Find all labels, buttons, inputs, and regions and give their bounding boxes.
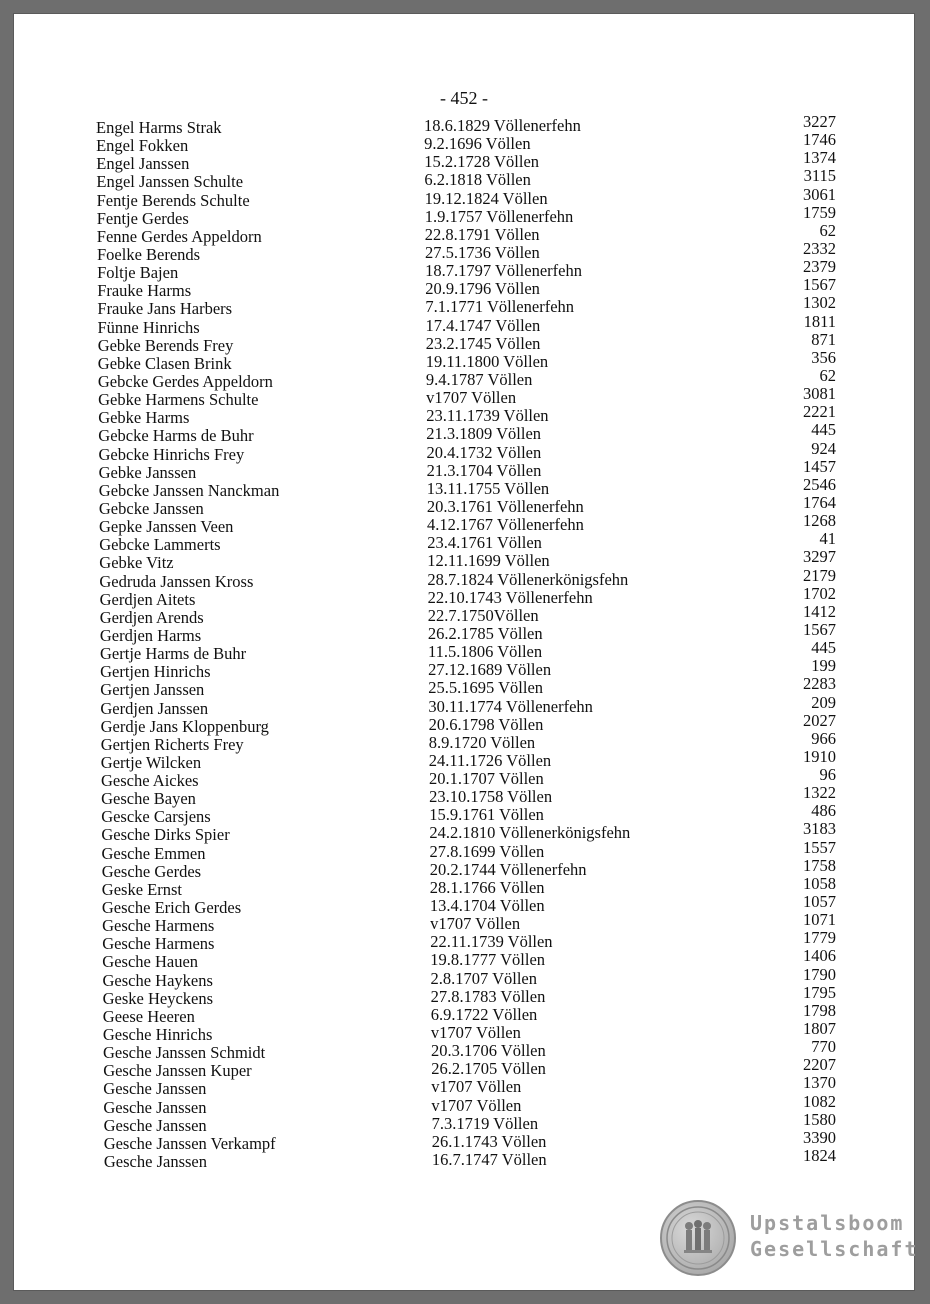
entry-number: 3183 <box>803 819 836 839</box>
entry-name: Gesche Harmens <box>102 916 215 936</box>
entry-date-place: v1707 Völlen <box>430 914 521 934</box>
entry-date-place: 20.3.1706 Völlen <box>431 1041 546 1061</box>
register-entry <box>103 1109 836 1135</box>
entry-name: Gescke Carsjens <box>101 807 211 827</box>
register-entry <box>98 492 836 518</box>
entry-name: Gesche Aickes <box>101 771 199 791</box>
entry-number: 1567 <box>803 275 836 295</box>
entry-name: Gesche Dirks Spier <box>101 825 230 845</box>
document-page <box>14 14 919 1290</box>
register-entry <box>97 347 836 373</box>
entry-name: Gerdjen Arends <box>99 607 204 627</box>
entry-date-place: 13.4.1704 Völlen <box>429 896 545 916</box>
entry-number: 1457 <box>803 456 836 476</box>
entry-number: 62 <box>819 365 836 385</box>
entry-date-place: 20.4.1732 Völlen <box>426 442 542 462</box>
register-entry <box>103 1127 836 1153</box>
entry-number: 1790 <box>803 964 836 984</box>
entry-number: 871 <box>811 329 836 349</box>
entry-number: 1058 <box>803 873 836 893</box>
entry-name: Gebke Berends Frey <box>97 335 234 355</box>
entry-date-place: 15.9.1761 Völlen <box>429 805 544 825</box>
entry-name: Geese Heeren <box>102 1006 195 1026</box>
register-entry <box>98 456 836 482</box>
entry-number: 2332 <box>803 238 836 258</box>
register-entry <box>96 166 836 192</box>
entry-name: Gertje Harms de Buhr <box>100 644 247 664</box>
society-logo <box>660 1200 919 1280</box>
entry-name: Fünne Hinrichs <box>97 317 200 337</box>
entry-number: 1082 <box>803 1091 836 1111</box>
register-entry <box>97 311 837 337</box>
register-entry <box>99 529 836 555</box>
entry-number: 1322 <box>803 783 836 803</box>
register-entry <box>103 1055 836 1081</box>
register-entry <box>98 402 836 428</box>
entry-date-place: 23.11.1739 Völlen <box>426 406 549 426</box>
entry-date-place: 9.4.1787 Völlen <box>425 369 533 389</box>
register-entry <box>100 728 836 754</box>
register-entry <box>99 565 836 591</box>
entry-name: Gebcke Janssen <box>98 498 204 518</box>
entry-name: Gertje Wilcken <box>100 752 202 772</box>
entry-date-place: 30.11.1774 Völlenerfehn <box>428 696 593 716</box>
entry-date-place: 22.11.1739 Völlen <box>430 932 553 952</box>
entry-number: 1567 <box>803 619 836 639</box>
register-entry <box>99 583 836 609</box>
entry-number: 96 <box>819 765 836 785</box>
entry-name: Engel Harms Strak <box>96 118 222 137</box>
entry-date-place: 22.8.1791 Völlen <box>424 224 540 244</box>
entry-number: 1412 <box>803 601 836 621</box>
entry-number: 1779 <box>803 928 836 948</box>
entry-date-place: 13.11.1755 Völlen <box>426 478 550 498</box>
register-entry <box>98 384 836 410</box>
entry-number: 1406 <box>803 946 836 966</box>
entry-name: Gerdjen Janssen <box>100 698 209 718</box>
entry-name: Frauke Jans Harbers <box>97 299 233 319</box>
entry-name: Gebcke Lammerts <box>99 535 221 555</box>
entry-date-place: 27.12.1689 Völlen <box>428 660 552 680</box>
entry-number: 1795 <box>803 982 836 1002</box>
register-entry <box>97 293 836 319</box>
entry-number: 199 <box>811 656 836 676</box>
register-entry <box>96 202 836 228</box>
entry-name: Geske Heyckens <box>102 988 214 1008</box>
entry-number: 445 <box>811 420 836 440</box>
entry-name: Gesche Janssen Schmidt <box>103 1043 266 1063</box>
register-entry <box>100 656 836 682</box>
entry-date-place: 24.11.1726 Völlen <box>428 750 552 770</box>
entry-name: Gepke Janssen Veen <box>99 517 234 537</box>
entry-name: Gerdjen Harms <box>99 625 202 645</box>
register-entry <box>96 220 836 246</box>
register-entry <box>101 801 836 827</box>
entry-number: 1824 <box>803 1146 836 1166</box>
entry-date-place: 24.2.1810 Völlenerkönigsfehn <box>429 823 631 843</box>
entry-date-place: v1707 Völlen <box>431 1095 522 1115</box>
entry-name: Engel Fokken <box>96 136 189 156</box>
entry-date-place: 27.8.1699 Völlen <box>429 841 545 861</box>
entry-name: Gertjen Richerts Frey <box>100 734 244 754</box>
entry-date-place: 11.5.1806 Völlen <box>428 642 543 662</box>
entry-number: 2207 <box>803 1055 836 1075</box>
register-entry <box>101 819 836 845</box>
register-entry <box>102 1000 836 1026</box>
entry-date-place: 19.11.1800 Völlen <box>425 351 549 371</box>
entry-number: 2379 <box>803 257 836 277</box>
entry-number: 356 <box>811 347 836 367</box>
entry-name: Gedruda Janssen Kross <box>99 571 254 591</box>
entry-name: Gesche Janssen <box>103 1152 207 1172</box>
register-entry <box>101 855 836 881</box>
entry-name: Gebke Janssen <box>98 462 197 482</box>
entry-name: Gebcke Hinrichs Frey <box>98 444 245 464</box>
register-entry <box>103 1146 836 1172</box>
entry-number: 1370 <box>803 1073 836 1093</box>
entry-name: Gertjen Janssen <box>100 680 205 700</box>
entry-date-place: 6.2.1818 Völlen <box>424 170 531 190</box>
register-entry <box>102 928 836 954</box>
entry-date-place: 26.2.1785 Völlen <box>427 623 543 643</box>
register-entry <box>98 474 836 500</box>
entry-date-place: 18.7.1797 Völlenerfehn <box>425 261 582 281</box>
entry-name: Gebcke Gerdes Appeldorn <box>97 371 273 391</box>
entry-number: 486 <box>811 801 836 821</box>
entry-date-place: v1707 Völlen <box>426 388 517 408</box>
register-entry <box>101 837 837 863</box>
entry-date-place: 27.5.1736 Völlen <box>425 242 540 262</box>
entry-number: 1071 <box>803 910 836 930</box>
entry-number: 62 <box>819 220 836 240</box>
entry-date-place: 17.4.1747 Völlen <box>425 315 541 335</box>
register-entry <box>101 873 836 899</box>
entry-number: 2179 <box>803 565 836 585</box>
entry-number: 1910 <box>803 746 836 766</box>
register-entry <box>99 601 836 627</box>
society-name <box>750 1210 919 1262</box>
entry-name: Gesche Erich Gerdes <box>101 898 242 918</box>
entry-date-place: 23.2.1745 Völlen <box>425 333 541 353</box>
entry-number: 1798 <box>803 1000 836 1020</box>
entry-date-place: 23.4.1761 Völlen <box>427 533 542 553</box>
entry-name: Gebcke Harms de Buhr <box>98 426 254 446</box>
entry-number: 2546 <box>803 474 836 494</box>
entry-date-place: 18.6.1829 Völlenerfehn <box>424 116 581 135</box>
entry-name: Gesche Janssen <box>103 1079 207 1099</box>
entry-date-place: 26.2.1705 Völlen <box>431 1059 546 1079</box>
entry-name: Fentje Gerdes <box>96 208 189 228</box>
entry-date-place: 7.3.1719 Völlen <box>431 1113 539 1133</box>
register-entry <box>99 547 836 573</box>
register-entry <box>101 765 836 791</box>
entry-date-place: 6.9.1722 Völlen <box>430 1004 538 1024</box>
entry-date-place: v1707 Völlen <box>430 1023 521 1043</box>
entry-name: Gesche Harmens <box>102 934 215 954</box>
entry-date-place: 15.2.1728 Völlen <box>424 152 540 172</box>
entry-number: 3390 <box>803 1127 836 1147</box>
entry-name: Gesche Gerdes <box>101 861 202 881</box>
entry-name: Gesche Hinrichs <box>102 1025 213 1045</box>
entry-number: 1811 <box>803 311 836 331</box>
entry-date-place: 21.3.1809 Völlen <box>426 424 542 444</box>
entry-number: 1746 <box>803 130 836 150</box>
entry-number: 209 <box>811 692 836 712</box>
entry-date-place: 19.8.1777 Völlen <box>430 950 546 970</box>
register-list <box>96 112 836 1172</box>
entry-date-place: 8.9.1720 Völlen <box>428 732 536 752</box>
entry-date-place: 12.11.1699 Völlen <box>427 551 550 571</box>
entry-date-place: 20.6.1798 Völlen <box>428 714 544 734</box>
entry-number: 1758 <box>803 855 836 875</box>
entry-number: 2027 <box>803 710 836 730</box>
entry-name: Gebke Harms <box>98 408 190 428</box>
register-entry <box>103 1091 836 1117</box>
entry-number: 3061 <box>803 184 836 204</box>
entry-number: 2283 <box>803 674 836 694</box>
entry-name: Gesche Janssen Verkampf <box>103 1133 276 1153</box>
entry-date-place: 19.12.1824 Völlen <box>424 188 548 208</box>
entry-name: Gesche Bayen <box>101 789 196 809</box>
entry-name: Foltje Bajen <box>97 263 179 283</box>
entry-number: 3081 <box>803 384 836 404</box>
register-entry <box>103 1037 836 1063</box>
entry-number: 3227 <box>803 112 836 131</box>
entry-name: Geske Ernst <box>101 879 182 899</box>
entry-number: 924 <box>811 438 836 458</box>
register-entry <box>102 946 836 972</box>
entry-name: Gertjen Hinrichs <box>100 662 211 682</box>
entry-name: Gebcke Janssen Nanckman <box>98 480 280 500</box>
entry-number: 1302 <box>803 293 836 313</box>
entry-number: 1759 <box>803 202 836 222</box>
entry-date-place: 25.5.1695 Völlen <box>428 678 544 698</box>
entry-date-place: 28.1.1766 Völlen <box>429 877 545 897</box>
entry-number: 1057 <box>803 892 836 912</box>
register-entry <box>98 438 837 464</box>
entry-date-place: 28.7.1824 Völlenerkönigsfehn <box>427 569 629 589</box>
entry-number: 1557 <box>803 837 836 857</box>
entry-name: Gerdjen Aitets <box>99 589 196 609</box>
entry-date-place: 4.12.1767 Völlenerfehn <box>427 515 584 535</box>
entry-date-place: 20.3.1761 Völlenerfehn <box>426 496 584 516</box>
seal-figures-icon <box>662 1202 734 1274</box>
entry-number: 770 <box>811 1037 836 1057</box>
society-name-line2: Gesellschaft <box>750 1237 919 1261</box>
entry-date-place: 16.7.1747 Völlen <box>431 1150 547 1170</box>
register-entry <box>102 964 837 990</box>
entry-number: 1764 <box>803 492 836 512</box>
register-entry <box>97 238 836 264</box>
entry-date-place: 27.8.1783 Völlen <box>430 986 546 1006</box>
entry-name: Frauke Harms <box>97 281 192 301</box>
entry-number: 2221 <box>803 402 836 422</box>
entry-date-place: 22.10.1743 Völlenerfehn <box>427 587 593 607</box>
entry-date-place: 22.7.1750Völlen <box>427 605 539 625</box>
entry-number: 445 <box>811 638 836 658</box>
register-entry <box>102 910 836 936</box>
register-entry <box>100 692 836 718</box>
entry-date-place: v1707 Völlen <box>431 1077 522 1097</box>
entry-name: Engel Janssen Schulte <box>96 172 244 192</box>
entry-number: 1702 <box>803 583 836 603</box>
entry-name: Gesche Janssen <box>103 1097 207 1117</box>
entry-number: 1268 <box>803 511 836 531</box>
register-entry <box>96 112 836 137</box>
entry-date-place: 20.1.1707 Völlen <box>429 769 544 789</box>
register-entry <box>99 619 836 645</box>
entry-date-place: 26.1.1743 Völlen <box>431 1131 547 1151</box>
register-entry <box>100 746 836 772</box>
seal-emblem-icon <box>660 1200 736 1276</box>
register-entry <box>96 148 836 174</box>
entry-date-place: 9.2.1696 Völlen <box>424 134 531 154</box>
entry-name: Fenne Gerdes Appeldorn <box>96 226 262 246</box>
entry-date-place: 20.2.1744 Völlenerfehn <box>429 859 587 879</box>
entry-name: Gebke Vitz <box>99 553 174 573</box>
entry-date-place: 20.9.1796 Völlen <box>425 279 540 299</box>
register-entry <box>100 638 836 664</box>
register-entry <box>97 329 836 355</box>
entry-date-place: 1.9.1757 Völlenerfehn <box>424 206 574 226</box>
entry-name: Gesche Haykens <box>102 970 213 990</box>
entry-name: Gebke Harmens Schulte <box>98 390 259 410</box>
register-entry <box>103 1073 836 1099</box>
entry-name: Fentje Berends Schulte <box>96 190 250 210</box>
entry-number: 1807 <box>803 1019 836 1039</box>
register-entry <box>101 892 836 918</box>
entry-number: 1580 <box>803 1109 836 1129</box>
entry-name: Gesche Emmen <box>101 843 206 863</box>
entry-name: Gerdje Jans Kloppenburg <box>100 716 269 736</box>
entry-name: Engel Janssen <box>96 154 190 174</box>
register-entry <box>96 184 836 210</box>
entry-name: Gesche Janssen <box>103 1115 207 1135</box>
society-name-line1: Upstalsboom <box>750 1211 905 1235</box>
entry-date-place: 21.3.1704 Völlen <box>426 460 542 480</box>
register-entry <box>98 420 836 446</box>
register-entry <box>97 275 836 301</box>
entry-name: Gesche Hauen <box>102 952 199 972</box>
entry-name: Gesche Janssen Kuper <box>103 1061 252 1081</box>
entry-number: 966 <box>811 728 836 748</box>
entry-number: 41 <box>819 529 836 549</box>
register-entry <box>100 710 836 736</box>
entry-date-place: 2.8.1707 Völlen <box>430 968 537 988</box>
register-entry <box>102 1019 836 1045</box>
register-entry <box>97 365 836 391</box>
register-entry <box>97 257 836 283</box>
entry-name: Foelke Berends <box>97 244 201 264</box>
register-entry <box>100 674 836 700</box>
register-entry <box>99 511 836 537</box>
entry-name: Gebke Clasen Brink <box>97 353 232 373</box>
register-entry <box>101 783 836 809</box>
entry-number: 1374 <box>803 148 836 168</box>
entry-date-place: 23.10.1758 Völlen <box>429 787 553 807</box>
entry-number: 3115 <box>803 166 836 186</box>
register-entry <box>96 130 836 156</box>
page-number: - 452 - <box>440 88 488 108</box>
entry-number: 3297 <box>803 547 836 567</box>
entry-date-place: 7.1.1771 Völlenerfehn <box>425 297 575 317</box>
register-entry <box>102 982 836 1008</box>
